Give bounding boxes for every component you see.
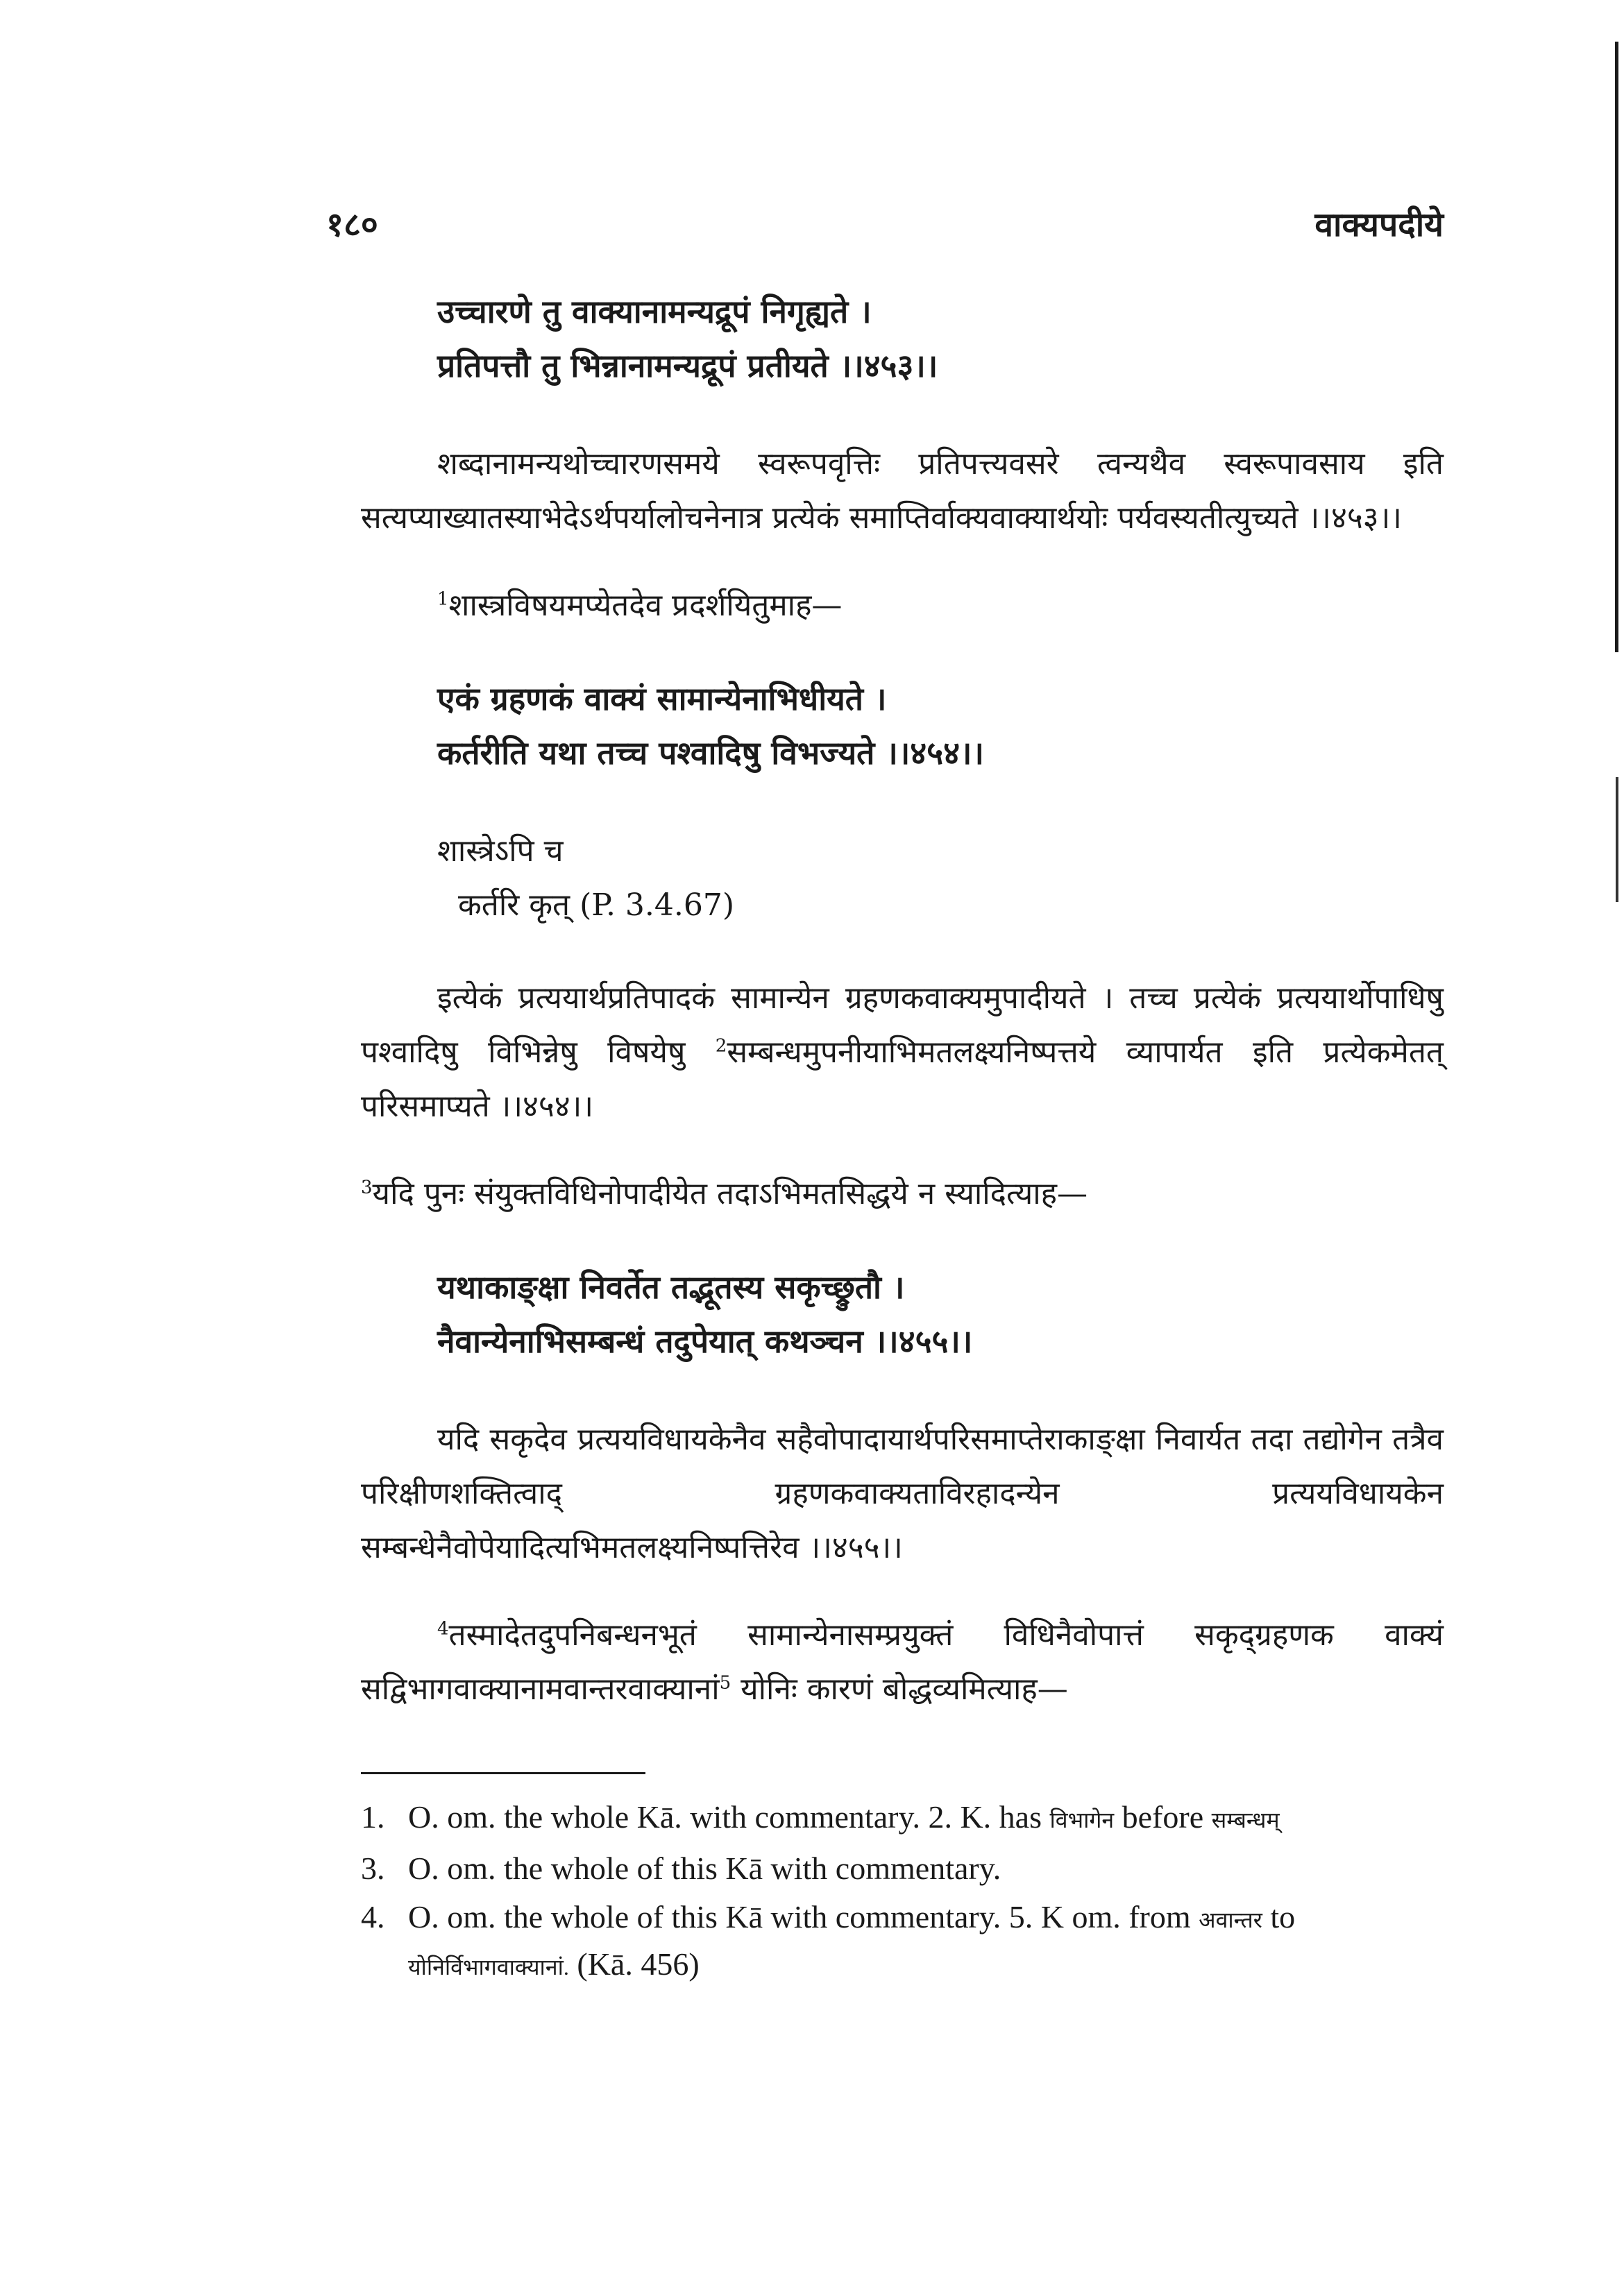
sutra-quote [437,824,1444,933]
footnote-marker: 2 [715,1035,727,1057]
page-edge-shadow [1616,777,1618,902]
footnote-item [361,1846,1444,1891]
verse-line: यथाकाङ्क्षा निवर्तेत तद्भूतस्य सकृच्छ्रुतौ । [437,1268,905,1306]
commentary-455: यदि सकृदेव प्रत्ययविधायकेनैव सहैवोपादायार्थपरिसमाप्तेराकाङ्क्षा निवार्यत तदा तद्योगेन तत्रैव परिक्षीणशक्तित्वाद् ग्रहणकवाक्यताविरहादन्येन प्रत्ययविधायकेन सम्बन्धेनैवोपेयादित्यभिमतलक्ष्यनिष्पत्तिरेव ।।४५५।। [361,1422,1444,1565]
sutra-line: कर्तरि कृत् (P. 3.4.67) [458,887,735,923]
commentary-453: शब्दानामन्यथोच्चारणसमये स्वरूपवृत्तिः प्रतिपत्त्यवसरे त्वन्यथैव स्वरूपावसाय इति सत्यप्याख्यातस्याभेदेऽर्थपर्यालोचनेनात्र प्रत्येकं समाप्तिर्वाक्यवाक्यार्थयोः पर्यवस्यतीत्युच्यते ।।४५३।। [361,446,1444,536]
footnote-marker: 1 [437,588,449,610]
footnote-item [361,1795,1444,1842]
footnote-sanskrit: सम्बन्धम् [1211,1808,1280,1832]
footnote-text: (Kā. 456) [568,1946,700,1982]
commentary-454 [361,971,1444,1134]
intro-text: तस्मादेतदुपनिबन्धनभूतं सामान्येनासम्प्रयुक्तं विधिनैवोपात्तं सकृद्ग्रहणक वाक्यं सद्विभागवाक्यानामवान्तरवाक्यानां [361,1617,1444,1707]
footnote-divider [361,1772,645,1774]
verse-line: नैवान्येनाभिसम्बन्धं तदुपेयात् कथञ्चन ।।४५५।। [437,1323,973,1360]
footnote-number: 3. [361,1851,385,1886]
footnote-text: to [1262,1899,1296,1934]
footnote-number: 1. [361,1799,385,1835]
verse-line: उच्चारणे तु वाक्यानामन्यद्रूपं निगृह्यते । [437,293,872,330]
intro-454 [437,579,1444,633]
page-body [361,284,1444,1993]
verse-line: कर्तरीति यथा तच्च पश्वादिषु विभज्यते ।।४५४।। [437,734,984,772]
intro-text: शास्त्रविषयमप्येतदेव प्रदर्शयितुमाह— [448,588,843,623]
intro-455 [361,1167,1444,1221]
footnote-number: 4. [361,1899,385,1934]
sutra-line: शास्त्रेऽपि च [437,833,564,869]
page-number: १८० [326,205,378,244]
footnote-marker: 5 [719,1672,731,1694]
verse-453 [437,284,1444,393]
verse-line: प्रतिपत्तौ तु भिन्नानामन्यद्रूपं प्रतीयते ।।४५३।। [437,347,938,384]
intro-text: योनिः कारणं बोद्धव्यमित्याह— [731,1672,1068,1707]
page-header [326,201,1444,257]
running-title: वाक्यपदीये [1314,205,1444,244]
footnote-marker: 4 [437,1618,449,1640]
commentary-text: सम्बन्धमुपनीयाभिमतलक्ष्यनिष्पत्तये व्यापार्यत इति प्रत्येकमेतत् परिसमाप्यते ।।४५४।। [361,1035,1444,1124]
footnote-marker: 3 [361,1177,373,1198]
verse-line: एकं ग्रहणकं वाक्यं सामान्येनाभिधीयते । [437,680,887,717]
intro-text: यदि पुनः संयुक्तविधिनोपादीयेत तदाऽभिमतसिद्धये न स्यादित्याह— [372,1176,1088,1211]
footnote-sanskrit: विभागेन [1049,1808,1115,1832]
footnote-text: O. om. the whole Kā. with commentary. 2. K. has [408,1799,1050,1835]
intro-456 [361,1608,1444,1717]
page-edge-shadow [1615,42,1618,652]
commentary-text: इत्येकं प्रत्ययार्थप्रतिपादकं सामान्येन ग्रहणकवाक्यमुपादीयते । तच्च प्रत्येकं प्रत्ययार्थोपाधिषु पश्वादिषु विभिन्नेषु विषयेषु [361,980,1444,1070]
footnote-text: before [1114,1799,1212,1835]
footnotes [361,1795,1444,1989]
footnote-text: O. om. the whole of this Kā with commentary. 5. K om. from [408,1899,1199,1934]
footnote-item [361,1895,1444,1989]
verse-455 [437,1260,1444,1368]
verse-454 [437,672,1444,780]
footnote-sanskrit: अवान्तर [1199,1907,1262,1932]
footnote-sanskrit: योनिर्विभागवाक्यानां. [408,1955,569,1980]
footnote-text: O. om. the whole of this Kā with commentary. [408,1851,1001,1886]
